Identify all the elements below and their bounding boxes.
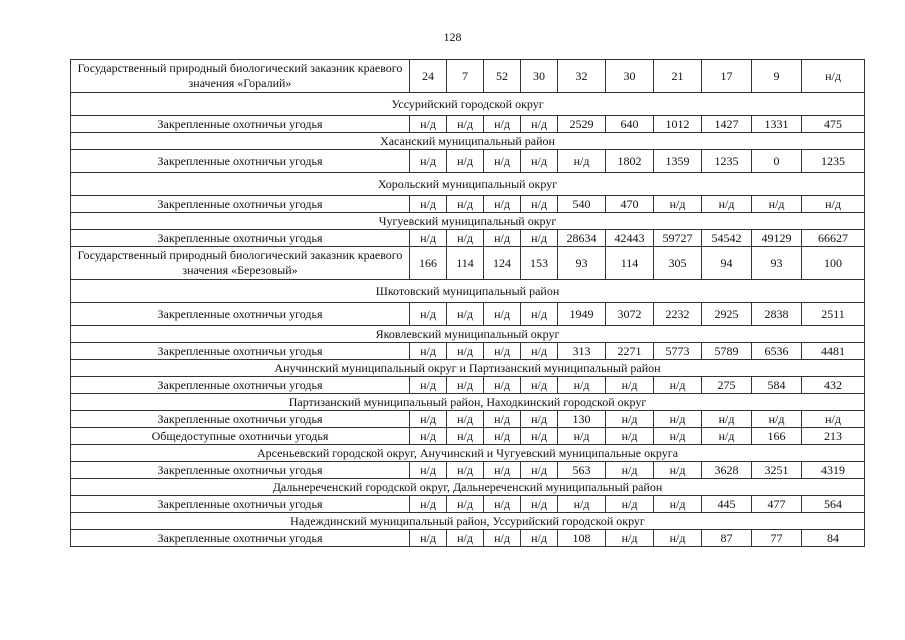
section-header-row xyxy=(71,93,865,116)
value-cell: 2232 xyxy=(654,303,702,326)
value-cell: н/д xyxy=(521,150,558,173)
value-cell: н/д xyxy=(654,411,702,428)
table-row xyxy=(71,428,865,445)
value-cell: 275 xyxy=(702,377,752,394)
section-title: Хасанский муниципальный район xyxy=(71,133,865,150)
value-cell: 7 xyxy=(447,60,484,93)
value-cell: н/д xyxy=(447,530,484,547)
value-cell: 640 xyxy=(606,116,654,133)
value-cell: н/д xyxy=(484,530,521,547)
value-cell: н/д xyxy=(410,411,447,428)
table-row xyxy=(71,377,865,394)
value-cell: н/д xyxy=(410,377,447,394)
value-cell: н/д xyxy=(654,377,702,394)
value-cell: 2271 xyxy=(606,343,654,360)
row-name: Общедоступные охотничьи угодья xyxy=(71,428,410,445)
value-cell: н/д xyxy=(484,196,521,213)
value-cell: н/д xyxy=(521,428,558,445)
value-cell: 32 xyxy=(558,60,606,93)
table-row xyxy=(71,530,865,547)
value-cell: 1331 xyxy=(752,116,802,133)
value-cell: 166 xyxy=(752,428,802,445)
value-cell: н/д xyxy=(521,377,558,394)
value-cell: н/д xyxy=(521,411,558,428)
value-cell: н/д xyxy=(447,411,484,428)
value-cell: н/д xyxy=(702,196,752,213)
value-cell: 94 xyxy=(702,247,752,280)
value-cell: 305 xyxy=(654,247,702,280)
value-cell: н/д xyxy=(410,303,447,326)
value-cell: н/д xyxy=(410,230,447,247)
value-cell: н/д xyxy=(447,303,484,326)
value-cell: 3251 xyxy=(752,462,802,479)
value-cell: 1235 xyxy=(702,150,752,173)
value-cell: 313 xyxy=(558,343,606,360)
table-row xyxy=(71,496,865,513)
value-cell: 1949 xyxy=(558,303,606,326)
value-cell: н/д xyxy=(802,411,865,428)
section-title: Арсеньевский городской округ, Анучинский и Чугуевский муниципальные округа xyxy=(71,445,865,462)
value-cell: н/д xyxy=(410,343,447,360)
section-header-row xyxy=(71,133,865,150)
value-cell: н/д xyxy=(410,150,447,173)
value-cell: н/д xyxy=(521,116,558,133)
value-cell: 87 xyxy=(702,530,752,547)
row-name: Государственный природный биологический заказник краевого значения «Горалий» xyxy=(71,60,410,93)
value-cell: н/д xyxy=(521,196,558,213)
value-cell: 4319 xyxy=(802,462,865,479)
value-cell: н/д xyxy=(447,496,484,513)
section-title: Партизанский муниципальный район, Находкинский городской округ xyxy=(71,394,865,411)
value-cell: н/д xyxy=(484,411,521,428)
value-cell: н/д xyxy=(484,230,521,247)
value-cell: н/д xyxy=(521,303,558,326)
value-cell: н/д xyxy=(702,428,752,445)
table-row xyxy=(71,343,865,360)
value-cell: н/д xyxy=(606,377,654,394)
value-cell: 24 xyxy=(410,60,447,93)
value-cell: 540 xyxy=(558,196,606,213)
value-cell: 77 xyxy=(752,530,802,547)
value-cell: 108 xyxy=(558,530,606,547)
value-cell: 93 xyxy=(752,247,802,280)
value-cell: 52 xyxy=(484,60,521,93)
value-cell: 124 xyxy=(484,247,521,280)
value-cell: 30 xyxy=(606,60,654,93)
value-cell: н/д xyxy=(447,377,484,394)
value-cell: 432 xyxy=(802,377,865,394)
row-name: Закрепленные охотничьи угодья xyxy=(71,496,410,513)
value-cell: н/д xyxy=(606,428,654,445)
section-title: Яковлевский муниципальный округ xyxy=(71,326,865,343)
value-cell: н/д xyxy=(484,428,521,445)
value-cell: 2529 xyxy=(558,116,606,133)
table-row xyxy=(71,411,865,428)
page-number: 128 xyxy=(443,30,462,44)
value-cell: 3628 xyxy=(702,462,752,479)
value-cell: 1802 xyxy=(606,150,654,173)
value-cell: 1359 xyxy=(654,150,702,173)
value-cell: н/д xyxy=(521,230,558,247)
value-cell: 153 xyxy=(521,247,558,280)
value-cell: 4481 xyxy=(802,343,865,360)
value-cell: 66627 xyxy=(802,230,865,247)
value-cell: 28634 xyxy=(558,230,606,247)
section-title: Хорольский муниципальный округ xyxy=(71,173,865,196)
value-cell: н/д xyxy=(484,462,521,479)
value-cell: 564 xyxy=(802,496,865,513)
value-cell: 42443 xyxy=(606,230,654,247)
value-cell: 54542 xyxy=(702,230,752,247)
table-row xyxy=(71,116,865,133)
section-header-row xyxy=(71,513,865,530)
row-name: Закрепленные охотничьи угодья xyxy=(71,230,410,247)
value-cell: н/д xyxy=(606,496,654,513)
row-name: Закрепленные охотничьи угодья xyxy=(71,411,410,428)
value-cell: н/д xyxy=(447,462,484,479)
value-cell: н/д xyxy=(654,462,702,479)
value-cell: н/д xyxy=(410,462,447,479)
value-cell: н/д xyxy=(410,496,447,513)
value-cell: 477 xyxy=(752,496,802,513)
value-cell: 3072 xyxy=(606,303,654,326)
value-cell: 445 xyxy=(702,496,752,513)
value-cell: 49129 xyxy=(752,230,802,247)
value-cell: н/д xyxy=(521,343,558,360)
value-cell: 59727 xyxy=(654,230,702,247)
hunting-statistics-table xyxy=(70,59,865,547)
value-cell: 9 xyxy=(752,60,802,93)
row-name: Закрепленные охотничьи угодья xyxy=(71,150,410,173)
value-cell: н/д xyxy=(484,377,521,394)
value-cell: н/д xyxy=(558,496,606,513)
section-title: Уссурийский городской округ xyxy=(71,93,865,116)
section-header-row xyxy=(71,394,865,411)
section-header-row xyxy=(71,479,865,496)
table-body xyxy=(71,60,865,547)
value-cell: 21 xyxy=(654,60,702,93)
value-cell: н/д xyxy=(410,428,447,445)
value-cell: н/д xyxy=(654,428,702,445)
section-title: Надеждинский муниципальный район, Уссурийский городской округ xyxy=(71,513,865,530)
row-name: Закрепленные охотничьи угодья xyxy=(71,530,410,547)
section-title: Чугуевский муниципальный округ xyxy=(71,213,865,230)
table-row xyxy=(71,196,865,213)
value-cell: н/д xyxy=(606,411,654,428)
value-cell: н/д xyxy=(447,428,484,445)
value-cell: 6536 xyxy=(752,343,802,360)
value-cell: н/д xyxy=(558,377,606,394)
section-header-row xyxy=(71,326,865,343)
value-cell: 5773 xyxy=(654,343,702,360)
section-header-row xyxy=(71,360,865,377)
value-cell: 563 xyxy=(558,462,606,479)
section-header-row xyxy=(71,213,865,230)
section-header-row xyxy=(71,445,865,462)
row-name: Закрепленные охотничьи угодья xyxy=(71,377,410,394)
value-cell: н/д xyxy=(752,196,802,213)
value-cell: н/д xyxy=(484,150,521,173)
value-cell: 17 xyxy=(702,60,752,93)
row-name: Закрепленные охотничьи угодья xyxy=(71,116,410,133)
section-title: Шкотовский муниципальный район xyxy=(71,280,865,303)
value-cell: н/д xyxy=(484,116,521,133)
table-row xyxy=(71,303,865,326)
value-cell: н/д xyxy=(447,196,484,213)
value-cell: 1427 xyxy=(702,116,752,133)
value-cell: 100 xyxy=(802,247,865,280)
value-cell: н/д xyxy=(802,60,865,93)
value-cell: 5789 xyxy=(702,343,752,360)
value-cell: 84 xyxy=(802,530,865,547)
value-cell: 30 xyxy=(521,60,558,93)
table-row xyxy=(71,60,865,93)
value-cell: 114 xyxy=(447,247,484,280)
value-cell: 584 xyxy=(752,377,802,394)
value-cell: н/д xyxy=(521,462,558,479)
table-row xyxy=(71,230,865,247)
value-cell: н/д xyxy=(702,411,752,428)
section-title: Дальнереченский городской округ, Дальнереченский муниципальный район xyxy=(71,479,865,496)
section-header-row xyxy=(71,173,865,196)
row-name: Закрепленные охотничьи угодья xyxy=(71,196,410,213)
row-name: Государственный природный биологический заказник краевого значения «Березовый» xyxy=(71,247,410,280)
value-cell: 475 xyxy=(802,116,865,133)
value-cell: 1012 xyxy=(654,116,702,133)
value-cell: н/д xyxy=(447,150,484,173)
value-cell: 114 xyxy=(606,247,654,280)
value-cell: н/д xyxy=(410,530,447,547)
value-cell: н/д xyxy=(447,230,484,247)
table-row xyxy=(71,462,865,479)
value-cell: н/д xyxy=(484,303,521,326)
value-cell: н/д xyxy=(410,116,447,133)
row-name: Закрепленные охотничьи угодья xyxy=(71,343,410,360)
value-cell: н/д xyxy=(654,530,702,547)
value-cell: 2925 xyxy=(702,303,752,326)
value-cell: н/д xyxy=(558,428,606,445)
value-cell: 1235 xyxy=(802,150,865,173)
value-cell: н/д xyxy=(558,150,606,173)
value-cell: н/д xyxy=(447,343,484,360)
value-cell: 0 xyxy=(752,150,802,173)
value-cell: 470 xyxy=(606,196,654,213)
value-cell: 166 xyxy=(410,247,447,280)
table-row xyxy=(71,247,865,280)
value-cell: 2511 xyxy=(802,303,865,326)
value-cell: 93 xyxy=(558,247,606,280)
value-cell: н/д xyxy=(521,530,558,547)
value-cell: н/д xyxy=(606,530,654,547)
row-name: Закрепленные охотничьи угодья xyxy=(71,303,410,326)
value-cell: 213 xyxy=(802,428,865,445)
value-cell: н/д xyxy=(521,496,558,513)
value-cell: 130 xyxy=(558,411,606,428)
section-title: Анучинский муниципальный округ и Партизанский муниципальный район xyxy=(71,360,865,377)
value-cell: н/д xyxy=(606,462,654,479)
section-header-row xyxy=(71,280,865,303)
value-cell: н/д xyxy=(484,343,521,360)
row-name: Закрепленные охотничьи угодья xyxy=(71,462,410,479)
value-cell: н/д xyxy=(654,196,702,213)
value-cell: н/д xyxy=(484,496,521,513)
value-cell: 2838 xyxy=(752,303,802,326)
table-row xyxy=(71,150,865,173)
value-cell: н/д xyxy=(410,196,447,213)
value-cell: н/д xyxy=(802,196,865,213)
value-cell: н/д xyxy=(654,496,702,513)
value-cell: н/д xyxy=(447,116,484,133)
value-cell: н/д xyxy=(752,411,802,428)
